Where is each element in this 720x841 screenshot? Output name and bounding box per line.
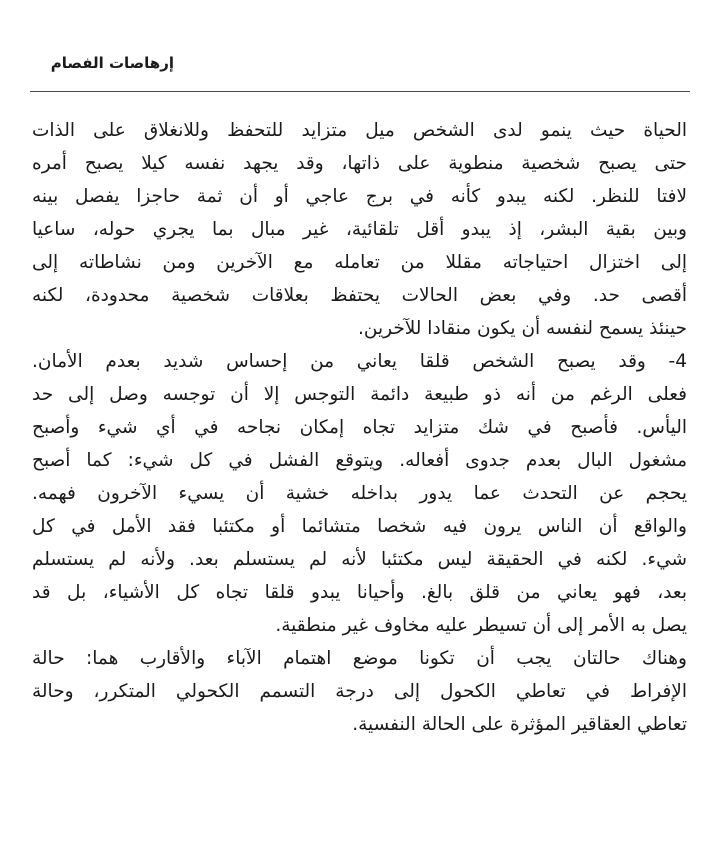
text-line: وبين بقية البشر، إذ يبدو أقل تلقائية، غير مبال بما يجري حوله، ساعيا xyxy=(32,219,687,240)
text-line: يحجم عن التحدث عما يدور بداخله خشية أن يسيء الآخرون فهمه. xyxy=(32,483,687,504)
text-line: بعد، فهو يعاني من قلق بالغ. وأحيانا يبدو قلقا تجاه كل الأشياء، بل قد xyxy=(32,582,687,603)
text-line: والواقع أن الناس يرون فيه شخصا متشائما أو مكتئبا فقد الأمل في كل xyxy=(32,516,687,537)
text-line: يصل به الأمر إلى أن تسيطر عليه مخاوف غير منطقية. xyxy=(275,615,687,636)
text-line: الإفراط في تعاطي الكحول إلى درجة التسمم الكحولي المتكرر، وحالة xyxy=(32,681,687,702)
header-divider xyxy=(30,91,690,92)
text-line: فعلى الرغم من أنه ذو طبيعة دائمة التوجس إلا أن توجسه وصل إلى حد xyxy=(32,384,687,405)
body-text xyxy=(32,114,687,741)
text-line: الحياة حيث ينمو لدى الشخص ميل متزايد للتحفظ وللانغلاق على الذات xyxy=(32,120,687,141)
text-line: شيء. لكنه في الحقيقة ليس مكتئبا لأنه لم يستسلم بعد. ولأنه لم يستسلم xyxy=(32,549,687,570)
text-line: تعاطي العقاقير المؤثرة على الحالة النفسية. xyxy=(352,714,687,735)
text-line: أقصى حد. وفي بعض الحالات يحتفظ بعلاقات شخصية محدودة، لكنه xyxy=(32,285,687,306)
text-line: حتى يصبح شخصية منطوية على ذاتها، وقد يجهد نفسه كيلا يصبح أمره xyxy=(32,153,687,174)
text-line: لافتا للنظر. لكنه يبدو كأنه في برج عاجي أو أن ثمة حاجزا يفصل بينه xyxy=(32,186,687,207)
running-header-title: إرهاصات الفصام xyxy=(50,54,174,72)
text-line: مشغول البال بعدم جدوى أفعاله. ويتوقع الفشل في كل شيء: كما أصبح xyxy=(32,450,687,471)
text-line: اليأس. فأصبح في شك متزايد تجاه إمكان نجاحه في أي شيء وأصبح xyxy=(32,417,687,438)
text-line: حينئذ يسمح لنفسه أن يكون منقادا للآخرين. xyxy=(358,318,687,339)
text-line: 4- وقد يصبح الشخص قلقا يعاني من إحساس شديد بعدم الأمان. xyxy=(32,351,687,372)
text-line: إلى اختزال احتياجاته مقللا من تعامله مع الآخرين ومن نشاطاته إلى xyxy=(32,252,687,273)
text-line: وهناك حالتان يجب أن تكونا موضع اهتمام الآباء والأقارب هما: حالة xyxy=(32,648,687,669)
